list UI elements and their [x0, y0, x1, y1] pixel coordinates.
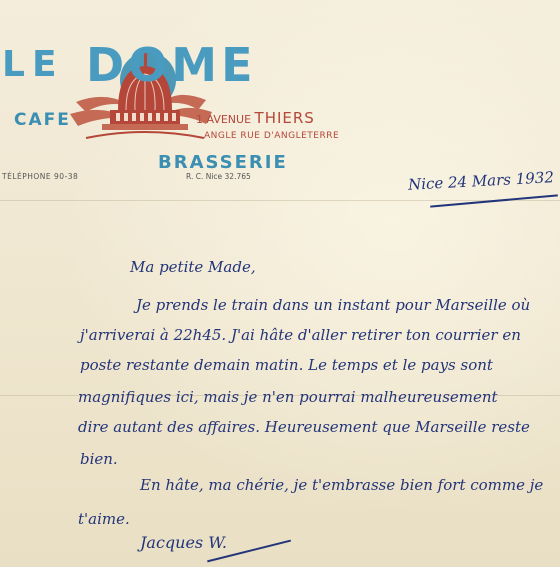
cafe-label: CAFE — [14, 110, 71, 130]
address-line2: ANGLE RUE D'ANGLETERRE — [204, 131, 340, 141]
letter-line: magnifiques ici, mais je n'en pourrai malheureusement — [78, 388, 498, 406]
address-street: THIERS — [254, 109, 315, 127]
letter-line: poste restante demain matin. Le temps et le pays sont — [80, 356, 493, 374]
brasserie-label: BRASSERIE — [158, 152, 288, 173]
letter-line: bien. — [80, 450, 118, 468]
salutation: Ma petite Made, — [130, 258, 256, 276]
brand-le: LE — [2, 44, 64, 85]
letter-line: Je prends le train dans un instant pour Marseille où — [136, 296, 531, 314]
signature: Jacques W. — [140, 533, 227, 552]
brand-dome: DOME — [86, 38, 257, 92]
letter-date: Nice 24 Mars 1932 — [407, 168, 555, 194]
telephone-number: TÉLÉPHONE 90-38 — [2, 172, 79, 181]
letter-line: En hâte, ma chérie, je t'embrasse bien fort comme je — [140, 476, 544, 494]
address-prefix: 1 AVENUE — [196, 113, 252, 126]
letter-line: dire autant des affaires. Heureusement que Marseille reste — [78, 418, 530, 436]
letter-line: j'arriverai à 22h45. J'ai hâte d'aller retirer ton courrier en — [80, 326, 521, 344]
letter-line: t'aime. — [78, 510, 130, 528]
address-line1 — [196, 109, 315, 127]
registry-number: R. C. Nice 32.765 — [186, 172, 251, 181]
